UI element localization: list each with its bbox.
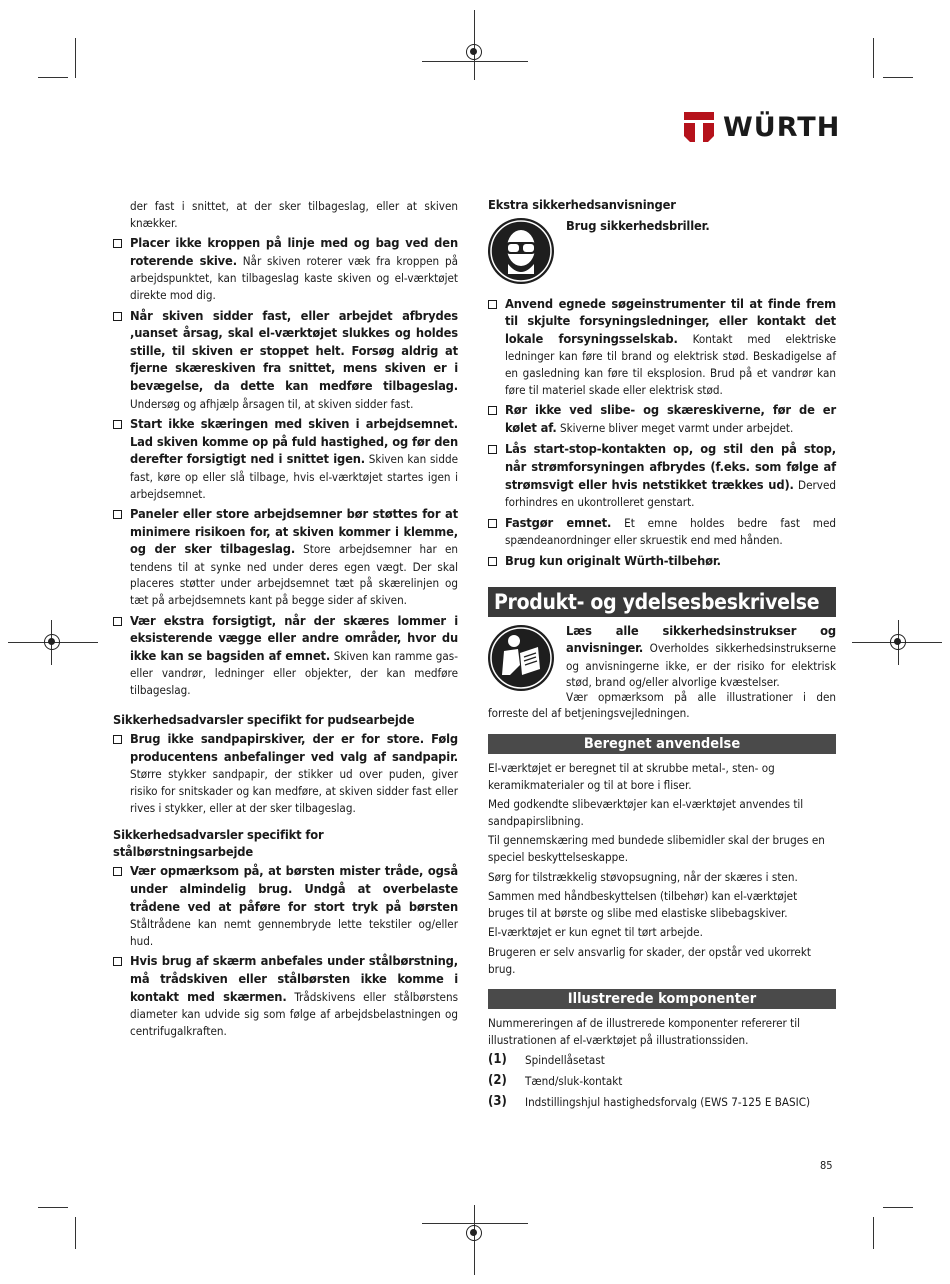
list-item: Vær opmærksom på, at børsten mister tråde, også under almindelig brug. Undgå at overbelaste trådene ved at påføre for stort tryk på børsten Ståltrådene kan nemt gennembryde lette tekstiler og/eller hud. — [113, 863, 458, 949]
paragraph: El-værktøjet er beregnet til at skrubbe metal-, sten- og keramikmaterialer og til at bore i fliser. — [488, 761, 775, 792]
list-item: (2) Tænd/sluk-kontakt — [488, 1072, 623, 1088]
list-item: Brug ikke sandpapirskiver, der er for store. Følg producentens anbefalinger ved valg af sandpapir. Større stykker sandpapir, der stikker ud over puden, giver risiko for snitskader og kan medføre, at skiven sidder fast eller rives i stykker, eller at der sker tilbageslag. — [113, 731, 458, 816]
checkbox-bullet-icon — [113, 239, 122, 248]
paragraph: Brugeren er selv ansvarlig for skader, der opstår ved ukorrekt brug. — [488, 945, 811, 976]
read-manual-icon — [488, 625, 554, 691]
list-item: Rør ikke ved slibe- og skæreskiverne, før de er kølet af. Skiverne bliver meget varmt under arbejdet. — [488, 402, 836, 437]
components-list — [488, 1052, 836, 1110]
intended-use-text — [488, 760, 836, 977]
crop-mark — [422, 1223, 528, 1224]
checkbox-bullet-icon — [113, 420, 122, 429]
crop-mark — [883, 1207, 913, 1208]
read-instructions-row — [488, 625, 836, 691]
checkbox-bullet-icon — [113, 735, 122, 744]
paragraph: El-værktøjet er kun egnet til tørt arbejde. — [488, 925, 703, 940]
intended-use-heading: Beregnet anvendelse — [488, 734, 836, 754]
right-column — [488, 198, 836, 1114]
crop-mark — [75, 38, 76, 78]
illustrations-note: Vær opmærksom på alle illustrationer i den forreste del af betjeningsvejledningen. — [488, 689, 836, 721]
goggles-label: Brug sikkerhedsbriller. — [566, 218, 710, 234]
crop-mark — [883, 77, 913, 78]
paragraph: Til gennemskæring med bundede slibemidler skal der bruges en speciel beskyttelseskappe. — [488, 833, 825, 865]
intro-text: der fast i snittet, at der sker tilbageslag, eller at skiven knækker. — [130, 199, 458, 230]
brand-name: WÜRTH — [723, 111, 841, 143]
crop-mark — [873, 38, 874, 78]
crop-mark — [873, 1217, 874, 1249]
list-item: Lås start-stop-kontakten op, og stil den på stop, når strømforsyningen afbrydes (f.eks. som følge af strømsvigt eller hvis netstikket trækkes ud). Derved forhindres en ukontrolleret genstart. — [488, 441, 836, 510]
checkbox-bullet-icon — [113, 510, 122, 519]
extra-safety-heading: Ekstra sikkerhedsanvisninger — [488, 198, 676, 213]
checkbox-bullet-icon — [113, 617, 122, 626]
product-section-heading: Produkt- og ydelsesbeskrivelse — [488, 587, 836, 617]
registration-mark — [466, 1225, 482, 1241]
list-item: Fastgør emnet. Et emne holdes bedre fast med spændeanordninger eller skruestik end med hånden. — [488, 515, 836, 549]
checkbox-bullet-icon — [113, 867, 122, 876]
list-item: Start ikke skæringen med skiven i arbejdsemnet. Lad skiven komme op på fuld hastighed, og før den derefter forsigtigt ned i snittet igen. Skiven kan sidde fast, køre op eller slå tilbage, hvis el-værktøjet startes igen i arbejdsemnet. — [113, 416, 458, 502]
wurth-logo — [683, 110, 840, 144]
read-instructions-text: Læs alle sikkerhedsinstrukser og anvisninger. Overholdes sikkerhedsinstrukserne og anvisningerne ikke, er der risiko for elektrisk stød, brand og/eller alvorlige kvæstelser. — [566, 623, 836, 690]
sanding-heading: Sikkerhedsadvarsler specifikt for pudsearbejde — [113, 712, 415, 728]
checkbox-bullet-icon — [113, 957, 122, 966]
goggles-row — [488, 218, 836, 284]
crop-mark — [422, 61, 528, 62]
paragraph: Sammen med håndbeskyttelsen (tilbehør) kan el-værktøjet bruges til at børste og slibe med elastiske slibebagskiver. — [488, 889, 798, 920]
right-bullet-list — [488, 296, 836, 571]
components-heading: Illustrerede komponenter — [488, 989, 836, 1009]
list-item: Vær ekstra forsigtigt, når der skæres lommer i eksisterende vægge eller andre områder, hvor du ikke kan se bagsiden af emnet. Skiven kan ramme gas- eller vandrør, ledninger eller objekter, der kan medføre tilbageslag. — [113, 613, 458, 699]
left-bullet-list — [113, 235, 458, 698]
list-item: Brug kun originalt Würth-tilbehør. — [488, 553, 836, 571]
registration-mark — [44, 634, 60, 650]
crop-mark — [38, 77, 68, 78]
components-intro: Nummereringen af de illustrerede komponenter refererer til illustrationen af el-værktøjet på illustrationssiden. — [488, 1016, 801, 1047]
list-item: (1) Spindellåsetast — [488, 1052, 605, 1068]
left-column — [113, 198, 458, 1043]
brushing-heading: Sikkerhedsadvarsler specifikt for stålbørstningsarbejde — [113, 828, 324, 860]
crop-mark — [38, 1207, 68, 1208]
list-item: (3) Indstillingshjul hastighedsforvalg (EWS 7-125 E BASIC) — [488, 1093, 811, 1109]
checkbox-bullet-icon — [488, 445, 497, 454]
list-item: Paneler eller store arbejdsemner bør støttes for at minimere risikoen for, at skiven kommer i klemme, og der sker tilbageslag. Store arbejdsemner har en tendens til at synke ned under deres egen vægt. Der skal placeres støtter under arbejdsemnet tæt på skærelinjen og tæt på arbejdsemnets kant på begge sider af skiven. — [113, 506, 458, 609]
list-item: Placer ikke kroppen på linje med og bag ved den roterende skive. Når skiven roterer væk fra kroppen på arbejdspunktet, kan tilbageslag kaste skiven og el-værktøjet direkte mod dig. — [113, 235, 458, 303]
crop-mark — [75, 1217, 76, 1249]
paragraph: Sørg for tilstrækkelig støvopsugning, når der skæres i sten. — [488, 869, 798, 884]
checkbox-bullet-icon — [488, 300, 497, 309]
safety-goggles-icon — [488, 218, 554, 284]
checkbox-bullet-icon — [488, 557, 497, 566]
page-number: 85 — [820, 1159, 833, 1172]
paragraph: Med godkendte slibeværktøjer kan el-værktøjet anvendes til sandpapirslibning. — [488, 797, 804, 828]
checkbox-bullet-icon — [488, 406, 497, 415]
list-item: Når skiven sidder fast, eller arbejdet afbrydes ,uanset årsag, skal el-værktøjet slukkes og holdes stille, til skiven er stoppet helt. Forsøg aldrig at fjerne skæreskiven fra snittet, mens skiven er i bevægelse, da dette kan medføre tilbageslag. Undersøg og afhjælp årsagen til, at skiven sidder fast. — [113, 308, 458, 413]
registration-mark — [466, 44, 482, 60]
checkbox-bullet-icon — [488, 519, 497, 528]
list-item: Hvis brug af skærm anbefales under stålbørstning, må trådskiven eller stålbørsten ikke komme i kontakt med skærmen. Trådskivens eller stålbørstens diameter kan udvide sig som følge af arbejdsbelastningen og centrifugalkraften. — [113, 953, 458, 1039]
checkbox-bullet-icon — [113, 312, 122, 321]
wurth-logo-icon — [683, 110, 715, 144]
registration-mark — [890, 634, 906, 650]
list-item: Anvend egnede søgeinstrumenter til at finde frem til skjulte forsyningsledninger, eller kontakt det lokale forsyningsselskab. Kontakt med elektriske ledninger kan føre til brand og elektrisk stød. Beskadigelse af en gasledning kan føre til eksplosion. Brud på et vandrør kan føre til materiel skade eller elektrisk stød. — [488, 296, 836, 399]
